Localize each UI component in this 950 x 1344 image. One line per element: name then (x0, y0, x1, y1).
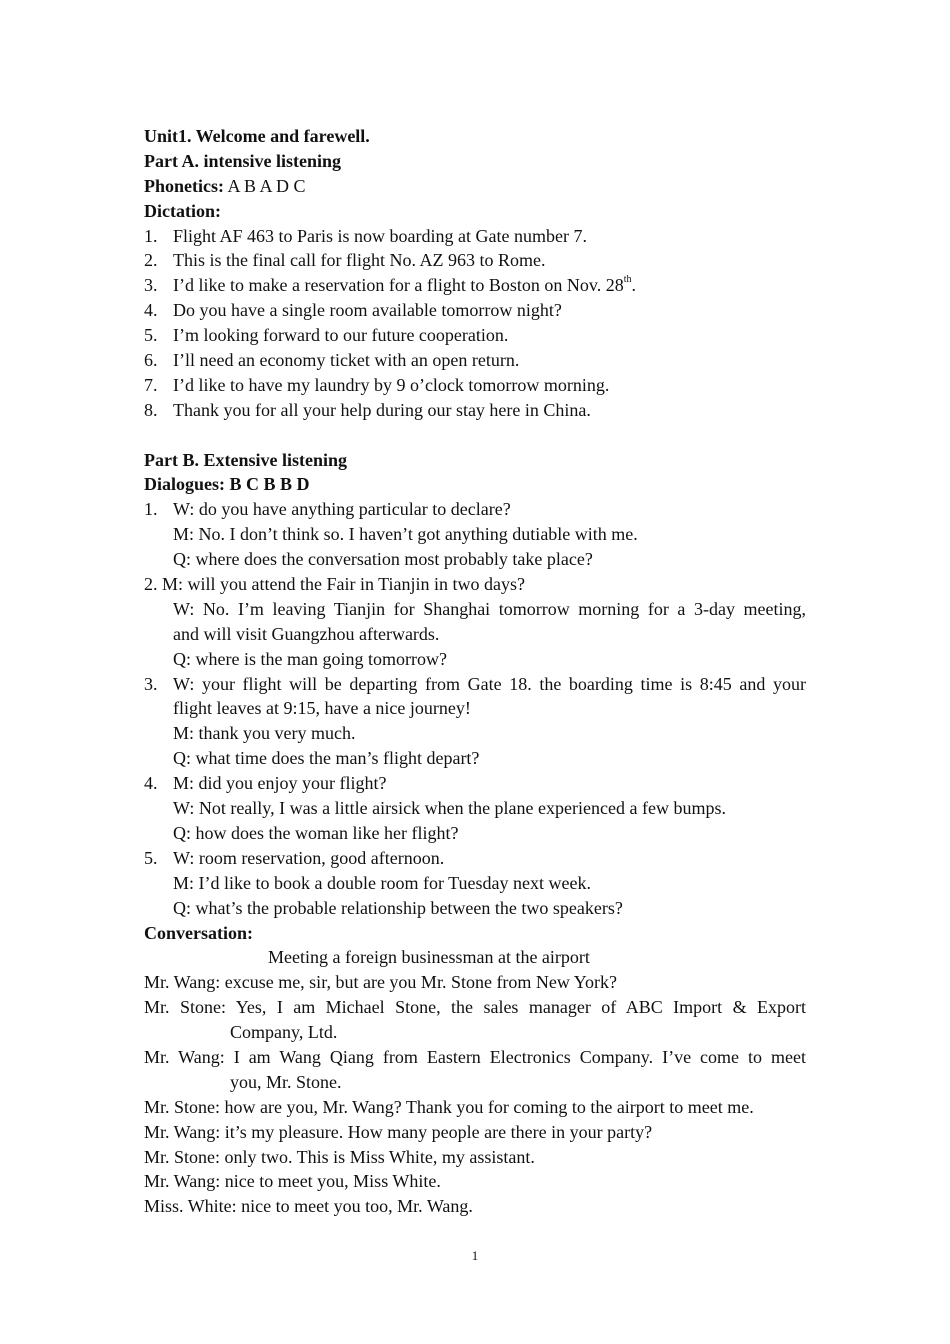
phonetics-answers: A B A D C (224, 175, 306, 196)
dictation-item-tail: . (631, 275, 637, 296)
dialogue-3: 3. W: your flight will be departing from Gate 18. the boarding time is 8:45 and your (144, 672, 806, 697)
dictation-item-number: 7. (144, 374, 158, 395)
conversation-label: Conversation: (144, 922, 253, 943)
conversation-line: Mr. Wang: excuse me, sir, but are you Mr. Stone from New York? (144, 972, 617, 993)
document-body (144, 124, 806, 1219)
dialogue-1: 1. W: do you have anything particular to declare? (144, 497, 806, 522)
dictation-item (144, 273, 806, 298)
dialogue-question: Q: what time does the man’s flight depart? (173, 748, 480, 769)
phonetics-label: Phonetics: (144, 175, 224, 196)
dialogue-number: 4. (144, 773, 158, 794)
dictation-item-number: 2. (144, 250, 158, 271)
dialogue-5: 5. W: room reservation, good afternoon. (144, 846, 806, 871)
dictation-list (144, 224, 806, 423)
dictation-item-text: Do you have a single room available tomorrow night? (173, 300, 562, 321)
conversation-line-continued: you, Mr. Stone. (230, 1071, 342, 1092)
dictation-item-text: I’ll need an economy ticket with an open return. (173, 350, 520, 371)
dictation-label: Dictation: (144, 200, 221, 221)
conversation-title: Meeting a foreign businessman at the airport (268, 947, 590, 968)
conversation-line: Mr. Stone: Yes, I am Michael Stone, the sales manager of ABC Import & Export (144, 997, 806, 1018)
dialogue-question: Q: how does the woman like her flight? (173, 822, 459, 843)
dictation-item (144, 373, 806, 398)
dictation-item-number: 3. (144, 275, 158, 296)
dialogue-line: M: thank you very much. (173, 723, 356, 744)
dictation-item (144, 398, 806, 423)
conversation-line: Mr. Wang: it’s my pleasure. How many people are there in your party? (144, 1121, 653, 1142)
dictation-item-number: 8. (144, 399, 158, 420)
dictation-item (144, 323, 806, 348)
dictation-item-text: Thank you for all your help during our stay here in China. (173, 399, 591, 420)
dictation-item-text: I’d like to have my laundry by 9 o’clock tomorrow morning. (173, 374, 610, 395)
conversation-line: Mr. Wang: nice to meet you, Miss White. (144, 1171, 441, 1192)
dialogue-question: Q: where is the man going tomorrow? (173, 648, 447, 669)
unit-title: Unit1. Welcome and farewell. (144, 126, 370, 146)
dictation-item-text: I’m looking forward to our future cooperation. (173, 325, 509, 346)
dialogue-line: W: Not really, I was a little airsick when the plane experienced a few bumps. (173, 798, 726, 819)
dialogue-line: M: No. I don’t think so. I haven’t got anything dutiable with me. (173, 524, 638, 545)
part-a-title: Part A. intensive listening (144, 150, 341, 171)
dialogue-line: M: I’d like to book a double room for Tuesday next week. (173, 872, 591, 893)
dictation-item-text: This is the final call for flight No. AZ 963 to Rome. (173, 250, 546, 271)
dictation-item (144, 224, 806, 249)
phonetics-line (144, 174, 806, 199)
spacer (144, 423, 806, 448)
dialogue-number: 5. (144, 847, 158, 868)
conversation-line: Mr. Stone: only two. This is Miss White, my assistant. (144, 1146, 535, 1167)
part-b-title: Part B. Extensive listening (144, 449, 347, 470)
dictation-item-number: 5. (144, 325, 158, 346)
dialogue-question: Q: where does the conversation most probably take place? (173, 549, 593, 570)
dialogues-label: Dialogues: B C B B D (144, 474, 310, 495)
dialogue-line: flight leaves at 9:15, have a nice journey! (173, 698, 471, 719)
conversation-line-continued: Company, Ltd. (230, 1022, 338, 1043)
dictation-item-number: 6. (144, 350, 158, 371)
dictation-item-text: I’d like to make a reservation for a flight to Boston on Nov. 28 (173, 275, 624, 296)
conversation-line: Miss. White: nice to meet you too, Mr. Wang. (144, 1196, 473, 1217)
dictation-item (144, 298, 806, 323)
conversation-line: Mr. Stone: how are you, Mr. Wang? Thank you for coming to the airport to meet me. (144, 1096, 754, 1117)
dictation-item-text: Flight AF 463 to Paris is now boarding at Gate number 7. (173, 225, 587, 246)
dictation-item (144, 348, 806, 373)
dictation-item-number: 4. (144, 300, 158, 321)
dialogue-line: and will visit Guangzhou afterwards. (173, 623, 440, 644)
dialogue-question: Q: what’s the probable relationship between the two speakers? (173, 897, 623, 918)
dialogue-4: 4. M: did you enjoy your flight? (144, 771, 806, 796)
page-number: 1 (471, 1248, 479, 1263)
conversation-line: Mr. Wang: I am Wang Qiang from Eastern Electronics Company. I’ve come to meet (144, 1046, 806, 1067)
dialogue-number: 1. (144, 499, 158, 520)
dictation-item-number: 1. (144, 225, 158, 246)
dialogue-line: W: No. I’m leaving Tianjin for Shanghai tomorrow morning for a 3-day meeting, (173, 598, 806, 619)
dialogue-number: 3. (144, 673, 158, 694)
dictation-item (144, 248, 806, 273)
dialogue-2: 2. M: will you attend the Fair in Tianjin in two days? (144, 574, 525, 595)
superscript: th (623, 274, 632, 286)
